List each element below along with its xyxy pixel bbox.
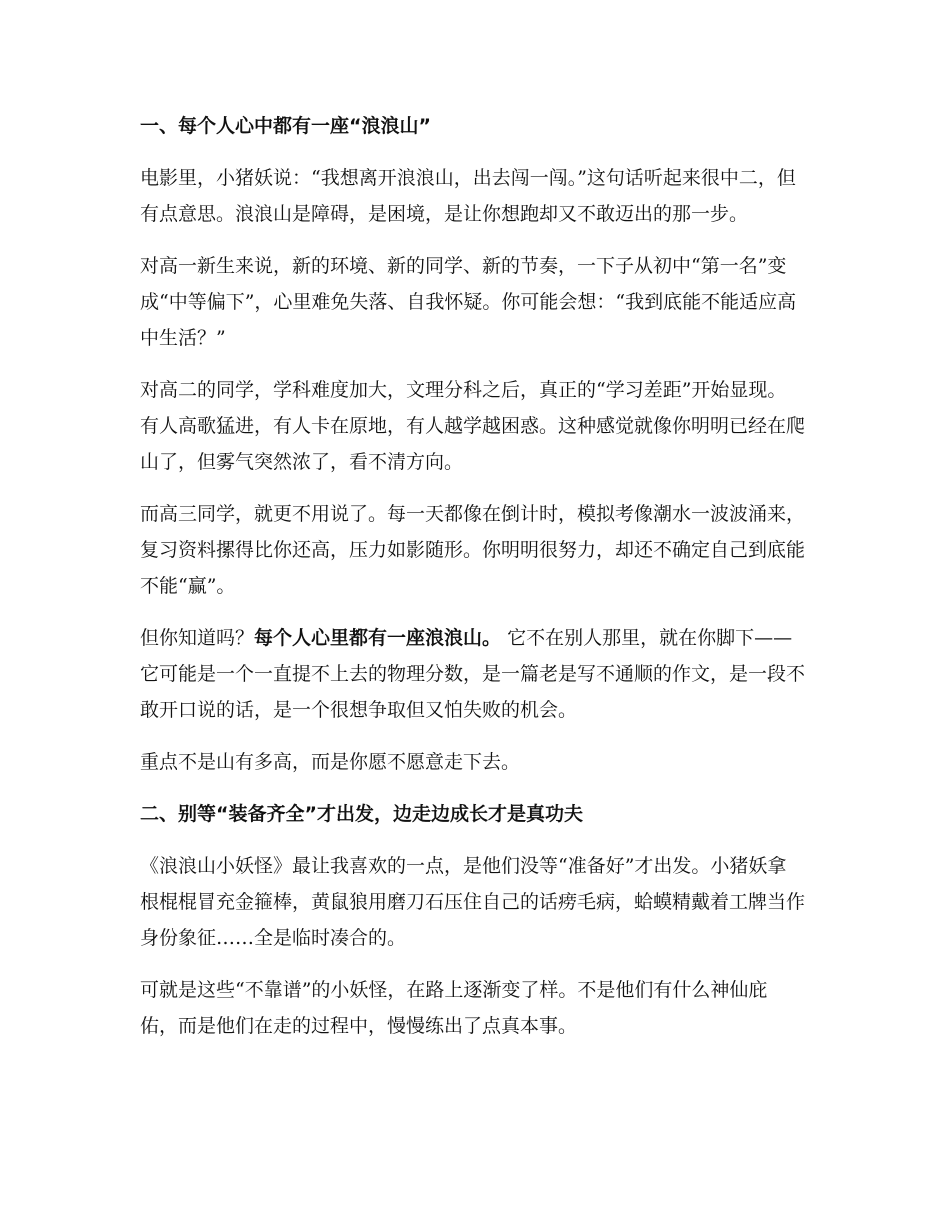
paragraph: 而高三同学，就更不用说了。每一天都像在倒计时，模拟考像潮水一波波涌来，复习资料摞得比你还高，压力如影随形。你明明很努力，却还不确定自己到底能不能“赢”。 <box>140 503 806 597</box>
paragraph-with-emphasis <box>140 620 805 728</box>
document-page <box>140 108 805 1060</box>
paragraph-tail: 它不在别人那里，就在你脚下——它可能是一个一直提不上去的物理分数，是一篇老是写不通顺的作文，是一段不敢开口说的话，是一个很想争取但又怕失败的机会。 <box>140 627 806 721</box>
section-heading-1: 一、每个人心中都有一座“浪浪山” <box>140 115 431 137</box>
paragraph: 可就是这些“不靠谱”的小妖怪，在路上逐渐变了样。不是他们有什么神仙庇佑，而是他们在走的过程中，慢慢练出了点真本事。 <box>140 979 768 1037</box>
paragraph: 《浪浪山小妖怪》最让我喜欢的一点，是他们没等“准备好”才出发。小猪妖拿根棍棍冒充金箍棒，黄鼠狼用磨刀石压住自己的话痨毛病，蛤蟆精戴着工牌当作身份象征……全是临时凑合的。 <box>140 855 806 949</box>
paragraph: 电影里，小猪妖说：“我想离开浪浪山，出去闯一闯。”这句话听起来很中二，但有点意思。浪浪山是障碍，是困境，是让你想跑却又不敢迈出的那一步。 <box>140 167 796 225</box>
paragraph-lead: 但你知道吗？ <box>140 627 255 649</box>
paragraph: 对高二的同学，学科难度加大，文理分科之后，真正的“学习差距”开始显现。有人高歌猛进，有人卡在原地，有人越学越困惑。这种感觉就像你明明已经在爬山了，但雾气突然浓了，看不清方向。 <box>140 379 806 473</box>
paragraph: 对高一新生来说，新的环境、新的同学、新的节奏，一下子从初中“第一名”变成“中等偏下”，心里难免失落、自我怀疑。你可能会想：“我到底能不能适应高中生活？” <box>140 255 797 349</box>
emphasis-text: 每个人心里都有一座浪浪山。 <box>254 627 502 649</box>
section-heading-2: 二、别等“装备齐全”才出发，边走边成长才是真功夫 <box>140 803 583 825</box>
paragraph: 重点不是山有多高，而是你愿不愿意走下去。 <box>140 751 521 773</box>
